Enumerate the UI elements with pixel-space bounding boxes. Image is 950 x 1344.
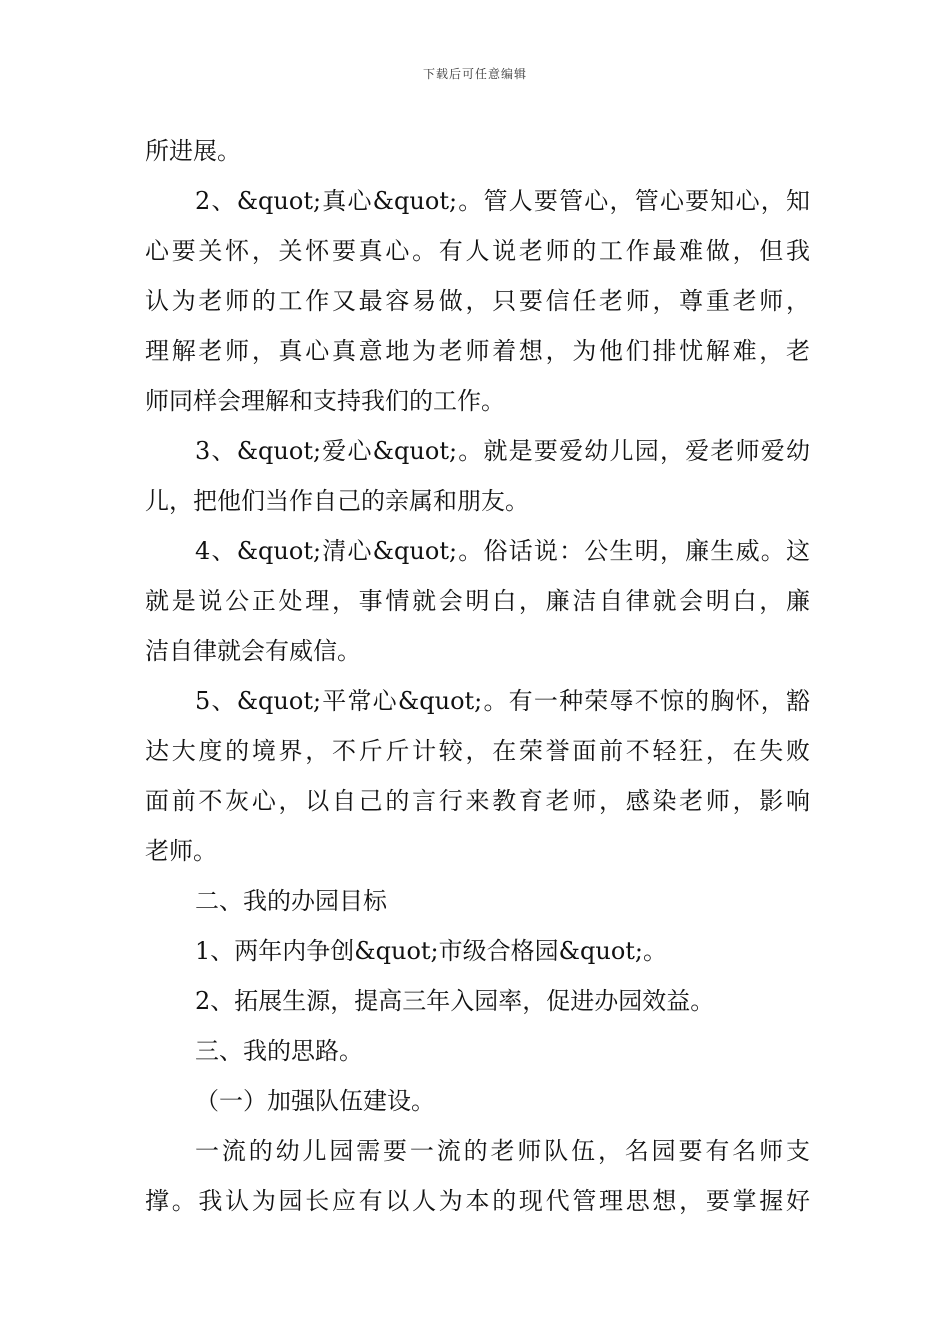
text-line: 1、两年内争创&quot;市级合格园&quot;。	[195, 937, 667, 965]
text-line: 心要关怀，关怀要真心。有人说老师的工作最难做，但我	[145, 237, 810, 265]
text-line: 洁自律就会有威信。	[145, 637, 361, 665]
document-body	[145, 126, 810, 1226]
text-line: 面前不灰心，以自己的言行来教育老师，感染老师，影响	[145, 787, 810, 815]
text-line: 5、&quot;平常心&quot;。有一种荣辱不惊的胸怀，豁	[195, 687, 810, 715]
text-line: 理解老师，真心真意地为老师着想，为他们排忧解难，老	[145, 337, 810, 365]
text-line: 2、拓展生源，提高三年入园率，促进办园效益。	[195, 987, 715, 1015]
text-line: 撑。我认为园长应有以人为本的现代管理思想，要掌握好	[145, 1187, 810, 1215]
text-line: 一流的幼儿园需要一流的老师队伍，名园要有名师支	[195, 1137, 810, 1165]
text-line: 儿，把他们当作自己的亲属和朋友。	[145, 487, 529, 515]
text-line: 师同样会理解和支持我们的工作。	[145, 387, 505, 415]
text-line: 就是说公正处理，事情就会明白，廉洁自律就会明白，廉	[145, 587, 810, 615]
text-line: 老师。	[145, 837, 217, 865]
text-line: 3、&quot;爱心&quot;。就是要爱幼儿园，爱老师爱幼	[195, 437, 810, 465]
text-line: 三、我的思路。	[195, 1037, 363, 1065]
page-header: 下载后可任意编辑	[422, 67, 527, 81]
text-line: 所进展。	[145, 137, 241, 165]
text-line: 达大度的境界，不斤斤计较，在荣誉面前不轻狂，在失败	[145, 737, 810, 765]
text-line: 认为老师的工作又最容易做，只要信任老师，尊重老师，	[145, 287, 810, 315]
text-line: 2、&quot;真心&quot;。管人要管心，管心要知心，知	[195, 187, 810, 215]
text-line: 4、&quot;清心&quot;。俗话说：公生明，廉生威。这	[195, 537, 810, 565]
text-line: （一）加强队伍建设。	[195, 1087, 435, 1115]
text-line: 二、我的办园目标	[195, 887, 387, 915]
